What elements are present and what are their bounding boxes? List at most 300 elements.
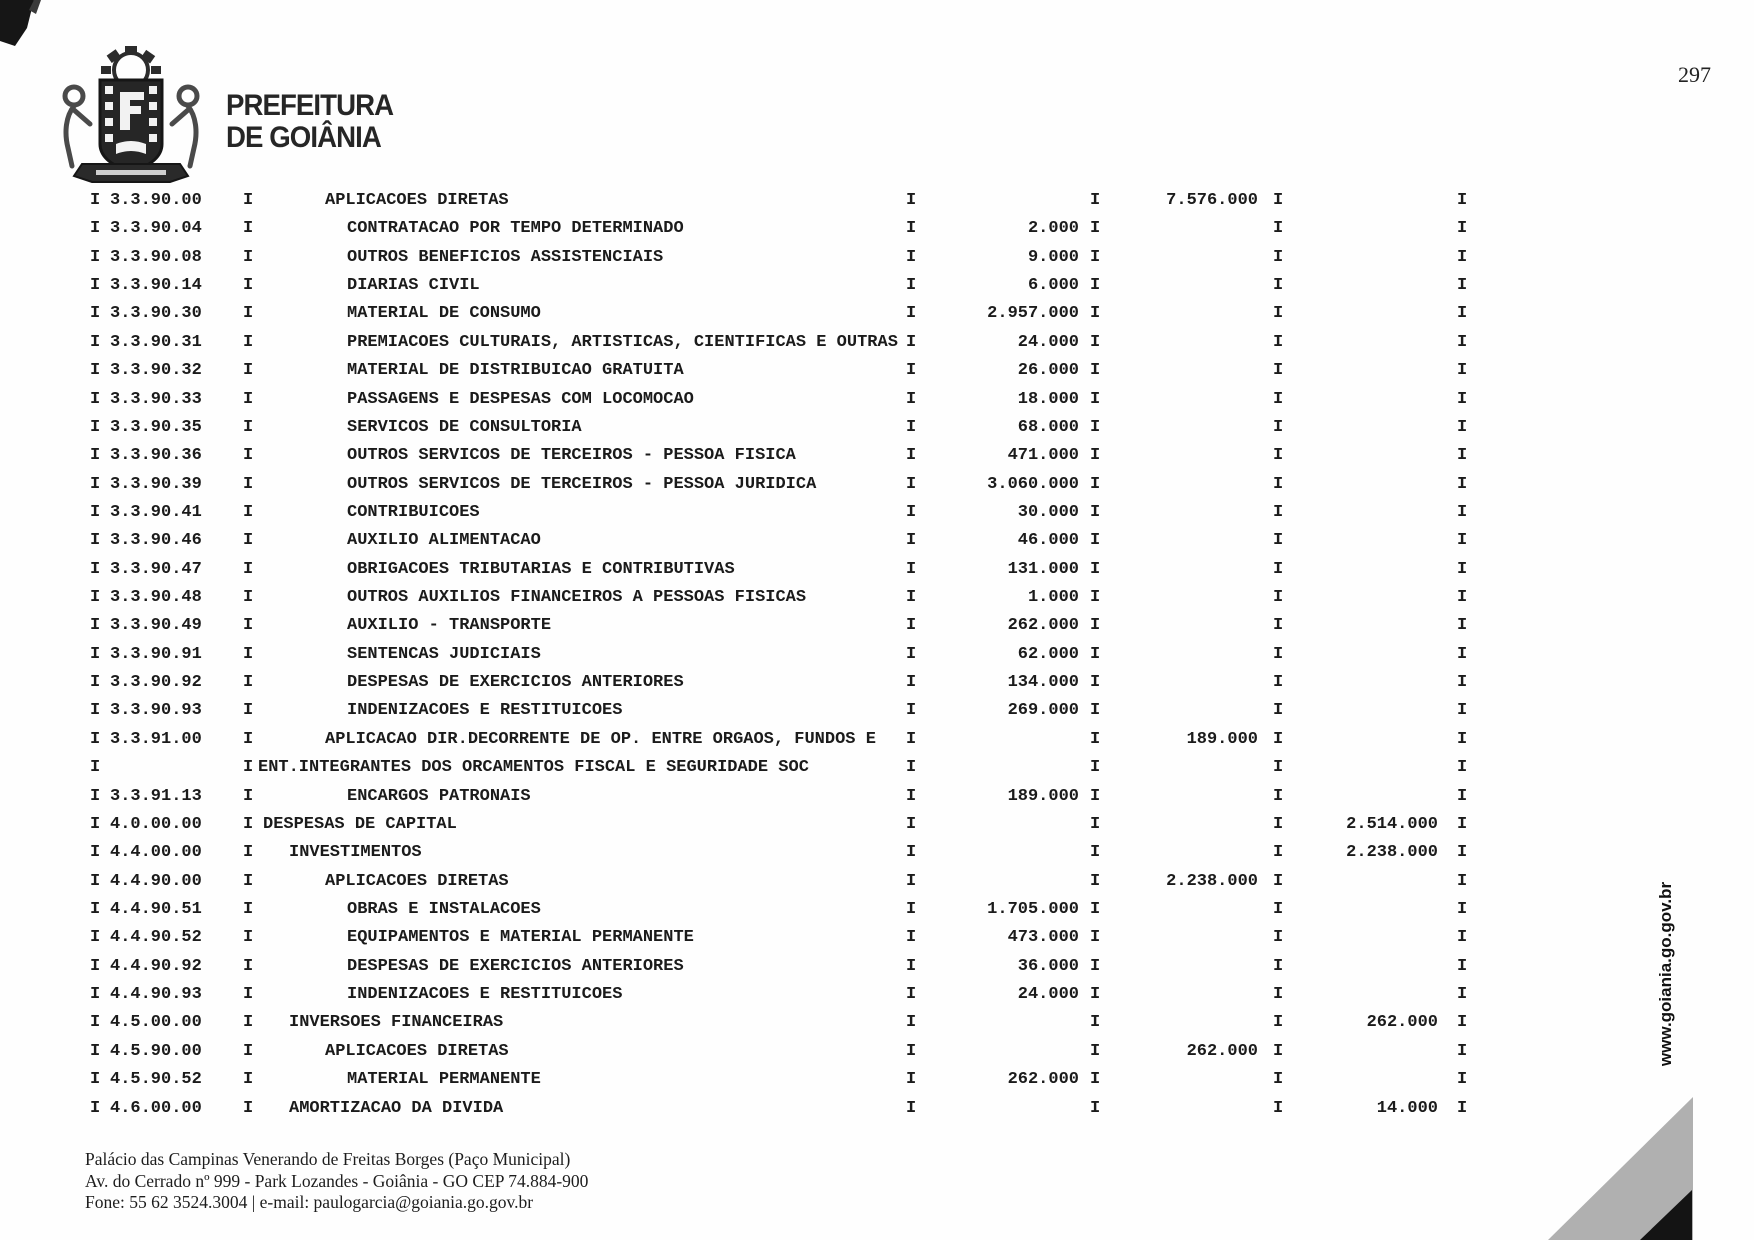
row-delimiter: I xyxy=(1090,871,1101,891)
row-code: 3.3.90.35 xyxy=(110,417,202,437)
row-delimiter: I xyxy=(90,559,101,579)
row-delimiter: I xyxy=(1090,276,1101,296)
row-code: 4.5.00.00 xyxy=(110,1013,202,1033)
row-code: 4.0.00.00 xyxy=(110,814,202,834)
row-delimiter: I xyxy=(1273,417,1284,437)
row-delimiter: I xyxy=(243,673,254,693)
table-row xyxy=(90,612,1467,640)
row-delimiter: I xyxy=(1273,729,1284,749)
row-delimiter: I xyxy=(90,502,101,522)
row-delimiter: I xyxy=(243,531,254,551)
row-delimiter: I xyxy=(90,1041,101,1061)
row-delimiter: I xyxy=(1457,247,1468,267)
row-delimiter: I xyxy=(243,616,254,636)
row-value-detail: 24.000 xyxy=(1017,332,1079,352)
table-row xyxy=(90,471,1467,499)
row-delimiter: I xyxy=(243,899,254,919)
row-label: OUTROS SERVICOS DE TERCEIROS - PESSOA JURIDICA xyxy=(347,474,817,494)
row-delimiter: I xyxy=(1090,446,1101,466)
row-code: 3.3.90.32 xyxy=(110,361,202,381)
row-delimiter: I xyxy=(1273,389,1284,409)
table-row xyxy=(90,924,1467,952)
row-delimiter: I xyxy=(90,219,101,239)
row-delimiter: I xyxy=(1457,276,1468,296)
row-delimiter: I xyxy=(90,588,101,608)
row-delimiter: I xyxy=(90,531,101,551)
row-delimiter: I xyxy=(243,502,254,522)
row-delimiter: I xyxy=(906,871,917,891)
row-delimiter: I xyxy=(243,1098,254,1118)
row-code: 4.4.90.52 xyxy=(110,928,202,948)
row-delimiter: I xyxy=(906,531,917,551)
table-row xyxy=(90,868,1467,896)
row-label: DIARIAS CIVIL xyxy=(347,276,480,296)
row-delimiter: I xyxy=(243,729,254,749)
row-delimiter: I xyxy=(1273,899,1284,919)
row-delimiter: I xyxy=(906,502,917,522)
row-delimiter: I xyxy=(1090,1098,1101,1118)
row-delimiter: I xyxy=(1090,729,1101,749)
row-delimiter: I xyxy=(906,1041,917,1061)
row-delimiter: I xyxy=(90,928,101,948)
row-delimiter: I xyxy=(90,729,101,749)
row-label: DESPESAS DE EXERCICIOS ANTERIORES xyxy=(347,956,684,976)
table-row xyxy=(90,1095,1467,1123)
row-label: MATERIAL PERMANENTE xyxy=(347,1070,541,1090)
org-name-line1: PREFEITURA xyxy=(226,89,394,122)
row-delimiter: I xyxy=(1457,474,1468,494)
row-code: 3.3.90.91 xyxy=(110,644,202,664)
row-delimiter: I xyxy=(243,1013,254,1033)
table-row xyxy=(90,669,1467,697)
row-delimiter: I xyxy=(243,588,254,608)
table-row xyxy=(90,300,1467,328)
row-delimiter: I xyxy=(1273,928,1284,948)
row-delimiter: I xyxy=(1273,871,1284,891)
row-label: ENCARGOS PATRONAIS xyxy=(347,786,531,806)
row-value-detail: 2.957.000 xyxy=(987,304,1079,324)
row-label: APLICACOES DIRETAS xyxy=(325,191,509,210)
footer-line-contact: Fone: 55 62 3524.3004 | e-mail: paulogarcia@goiania.go.gov.br xyxy=(85,1192,534,1212)
row-value-detail: 134.000 xyxy=(1007,673,1079,693)
row-delimiter: I xyxy=(1457,417,1468,437)
row-delimiter: I xyxy=(1273,219,1284,239)
row-delimiter: I xyxy=(1090,588,1101,608)
row-delimiter: I xyxy=(1090,1041,1101,1061)
row-delimiter: I xyxy=(1457,446,1468,466)
row-code: 3.3.91.13 xyxy=(110,786,202,806)
row-delimiter: I xyxy=(1457,1070,1468,1090)
row-delimiter: I xyxy=(1273,361,1284,381)
row-code: 4.4.90.92 xyxy=(110,956,202,976)
row-value-group: 14.000 xyxy=(1376,1098,1438,1118)
row-label: MATERIAL DE CONSUMO xyxy=(347,304,541,324)
row-value-detail: 269.000 xyxy=(1007,701,1079,721)
org-name-line2: DE GOIÂNIA xyxy=(226,121,381,154)
row-code: 4.4.90.93 xyxy=(110,985,202,1005)
row-delimiter: I xyxy=(906,276,917,296)
row-delimiter: I xyxy=(1090,616,1101,636)
row-value-modality: 7.576.000 xyxy=(1166,191,1258,210)
row-code: 3.3.90.48 xyxy=(110,588,202,608)
row-label: OBRIGACOES TRIBUTARIAS E CONTRIBUTIVAS xyxy=(347,559,735,579)
table-row xyxy=(90,1066,1467,1094)
row-delimiter: I xyxy=(1457,389,1468,409)
row-delimiter: I xyxy=(1457,588,1468,608)
row-delimiter: I xyxy=(906,588,917,608)
row-delimiter: I xyxy=(90,786,101,806)
row-label: INVESTIMENTOS xyxy=(289,843,422,863)
row-delimiter: I xyxy=(1273,1041,1284,1061)
row-delimiter: I xyxy=(90,417,101,437)
row-delimiter: I xyxy=(90,616,101,636)
row-delimiter: I xyxy=(906,616,917,636)
row-label: DESPESAS DE CAPITAL xyxy=(263,814,457,834)
row-value-detail: 46.000 xyxy=(1017,531,1079,551)
row-value-detail: 262.000 xyxy=(1007,1070,1079,1090)
row-delimiter: I xyxy=(1273,247,1284,267)
row-delimiter: I xyxy=(1457,191,1468,210)
row-delimiter: I xyxy=(1273,985,1284,1005)
row-delimiter: I xyxy=(906,673,917,693)
row-delimiter: I xyxy=(1090,701,1101,721)
table-row xyxy=(90,499,1467,527)
row-code: 3.3.90.47 xyxy=(110,559,202,579)
row-delimiter: I xyxy=(906,332,917,352)
row-code: 3.3.91.00 xyxy=(110,729,202,749)
row-delimiter: I xyxy=(1090,191,1101,210)
row-value-detail: 6.000 xyxy=(1027,276,1079,296)
row-delimiter: I xyxy=(906,928,917,948)
table-row xyxy=(90,896,1467,924)
row-delimiter: I xyxy=(90,673,101,693)
table-row xyxy=(90,272,1467,300)
row-code: 4.5.90.52 xyxy=(110,1070,202,1090)
row-label: SENTENCAS JUDICIAIS xyxy=(347,644,541,664)
row-label: PREMIACOES CULTURAIS, ARTISTICAS, CIENTIFICAS E OUTRAS xyxy=(347,332,898,352)
row-delimiter: I xyxy=(1457,1098,1468,1118)
row-value-detail: 36.000 xyxy=(1017,956,1079,976)
table-row xyxy=(90,215,1467,243)
table-row xyxy=(90,1038,1467,1066)
row-delimiter: I xyxy=(1273,474,1284,494)
row-delimiter: I xyxy=(243,814,254,834)
row-value-group: 2.238.000 xyxy=(1346,843,1438,863)
row-delimiter: I xyxy=(243,843,254,863)
row-delimiter: I xyxy=(906,191,917,210)
table-row xyxy=(90,329,1467,357)
row-value-detail: 62.000 xyxy=(1017,644,1079,664)
row-delimiter: I xyxy=(90,1070,101,1090)
table-row xyxy=(90,726,1467,754)
row-label: OUTROS BENEFICIOS ASSISTENCIAIS xyxy=(347,247,664,267)
row-delimiter: I xyxy=(1273,1098,1284,1118)
row-delimiter: I xyxy=(243,389,254,409)
row-code: 3.3.90.14 xyxy=(110,276,202,296)
row-delimiter: I xyxy=(1090,332,1101,352)
row-value-modality: 262.000 xyxy=(1186,1041,1258,1061)
row-delimiter: I xyxy=(90,985,101,1005)
row-delimiter: I xyxy=(1457,786,1468,806)
row-delimiter: I xyxy=(90,701,101,721)
row-delimiter: I xyxy=(1090,247,1101,267)
row-delimiter: I xyxy=(906,559,917,579)
table-row xyxy=(90,1009,1467,1037)
row-value-detail: 2.000 xyxy=(1027,219,1079,239)
row-code: 3.3.90.00 xyxy=(110,191,202,210)
row-delimiter: I xyxy=(243,247,254,267)
footer-address xyxy=(85,1149,588,1214)
row-label: CONTRIBUICOES xyxy=(347,502,480,522)
row-delimiter: I xyxy=(1457,361,1468,381)
row-delimiter: I xyxy=(1090,786,1101,806)
org-name xyxy=(226,90,393,154)
row-delimiter: I xyxy=(1273,1070,1284,1090)
row-code: 3.3.90.39 xyxy=(110,474,202,494)
table-row xyxy=(90,783,1467,811)
row-code: 3.3.90.08 xyxy=(110,247,202,267)
table-row xyxy=(90,981,1467,1009)
row-delimiter: I xyxy=(1273,304,1284,324)
row-delimiter: I xyxy=(1090,843,1101,863)
row-delimiter: I xyxy=(1273,502,1284,522)
row-code: 4.4.00.00 xyxy=(110,843,202,863)
row-delimiter: I xyxy=(90,871,101,891)
row-delimiter: I xyxy=(90,758,101,778)
page-number: 297 xyxy=(1678,62,1711,87)
row-delimiter: I xyxy=(1457,673,1468,693)
row-delimiter: I xyxy=(243,786,254,806)
row-label: AMORTIZACAO DA DIVIDA xyxy=(289,1098,504,1118)
row-code: 3.3.90.30 xyxy=(110,304,202,324)
row-value-detail: 1.705.000 xyxy=(987,899,1079,919)
table-row xyxy=(90,244,1467,272)
corner-fold-graphic xyxy=(1544,1095,1754,1240)
row-delimiter: I xyxy=(1273,588,1284,608)
row-delimiter: I xyxy=(243,304,254,324)
row-delimiter: I xyxy=(1090,985,1101,1005)
row-delimiter: I xyxy=(1457,758,1468,778)
row-value-modality: 2.238.000 xyxy=(1166,871,1258,891)
row-delimiter: I xyxy=(90,276,101,296)
row-code: 3.3.90.93 xyxy=(110,701,202,721)
row-label: APLICACAO DIR.DECORRENTE DE OP. ENTRE ORGAOS, FUNDOS E xyxy=(325,729,876,749)
row-delimiter: I xyxy=(1090,389,1101,409)
table-row xyxy=(90,556,1467,584)
row-delimiter: I xyxy=(1457,701,1468,721)
row-delimiter: I xyxy=(1273,531,1284,551)
row-label: OUTROS AUXILIOS FINANCEIROS A PESSOAS FISICAS xyxy=(347,588,807,608)
table-row xyxy=(90,527,1467,555)
row-code: 3.3.90.31 xyxy=(110,332,202,352)
row-delimiter: I xyxy=(1457,899,1468,919)
row-code: 4.4.90.00 xyxy=(110,871,202,891)
row-delimiter: I xyxy=(1090,361,1101,381)
row-delimiter: I xyxy=(90,1013,101,1033)
table-row xyxy=(90,386,1467,414)
row-delimiter: I xyxy=(243,219,254,239)
row-delimiter: I xyxy=(1273,843,1284,863)
row-code: 3.3.90.33 xyxy=(110,389,202,409)
row-label: INVERSOES FINANCEIRAS xyxy=(289,1013,504,1033)
row-value-group: 262.000 xyxy=(1366,1013,1438,1033)
row-code: 4.6.00.00 xyxy=(110,1098,202,1118)
row-delimiter: I xyxy=(243,276,254,296)
row-delimiter: I xyxy=(1457,332,1468,352)
row-delimiter: I xyxy=(90,1098,101,1118)
row-delimiter: I xyxy=(90,247,101,267)
row-delimiter: I xyxy=(1273,332,1284,352)
row-delimiter: I xyxy=(243,644,254,664)
row-delimiter: I xyxy=(1457,985,1468,1005)
row-delimiter: I xyxy=(1090,673,1101,693)
row-delimiter: I xyxy=(1273,673,1284,693)
row-delimiter: I xyxy=(906,814,917,834)
table-row xyxy=(90,584,1467,612)
row-delimiter: I xyxy=(1457,814,1468,834)
row-delimiter: I xyxy=(906,1070,917,1090)
row-label: EQUIPAMENTOS E MATERIAL PERMANENTE xyxy=(347,928,694,948)
row-value-group: 2.514.000 xyxy=(1346,814,1438,834)
table-row xyxy=(90,357,1467,385)
row-delimiter: I xyxy=(90,474,101,494)
row-code: 3.3.90.46 xyxy=(110,531,202,551)
row-delimiter: I xyxy=(243,559,254,579)
row-code: 3.3.90.36 xyxy=(110,446,202,466)
row-delimiter: I xyxy=(90,644,101,664)
row-delimiter: I xyxy=(90,446,101,466)
scan-artifact-blob xyxy=(0,0,44,52)
row-delimiter: I xyxy=(1090,219,1101,239)
row-label: PASSAGENS E DESPESAS COM LOCOMOCAO xyxy=(347,389,694,409)
row-code: 4.4.90.51 xyxy=(110,899,202,919)
row-value-detail: 131.000 xyxy=(1007,559,1079,579)
row-delimiter: I xyxy=(1273,956,1284,976)
row-value-detail: 9.000 xyxy=(1027,247,1079,267)
row-delimiter: I xyxy=(1457,644,1468,664)
row-delimiter: I xyxy=(1273,446,1284,466)
table-row xyxy=(90,839,1467,867)
row-delimiter: I xyxy=(90,843,101,863)
row-delimiter: I xyxy=(906,729,917,749)
row-delimiter: I xyxy=(1457,304,1468,324)
row-delimiter: I xyxy=(90,361,101,381)
row-value-detail: 18.000 xyxy=(1017,389,1079,409)
row-label: INDENIZACOES E RESTITUICOES xyxy=(347,985,623,1005)
coat-of-arms-icon xyxy=(52,44,210,184)
row-code: 3.3.90.41 xyxy=(110,502,202,522)
row-delimiter: I xyxy=(906,786,917,806)
row-delimiter: I xyxy=(1457,956,1468,976)
row-delimiter: I xyxy=(90,332,101,352)
row-delimiter: I xyxy=(1090,304,1101,324)
row-delimiter: I xyxy=(906,389,917,409)
row-delimiter: I xyxy=(1457,559,1468,579)
row-delimiter: I xyxy=(1457,871,1468,891)
row-delimiter: I xyxy=(906,474,917,494)
row-label: APLICACOES DIRETAS xyxy=(325,1041,509,1061)
row-label: MATERIAL DE DISTRIBUICAO GRATUITA xyxy=(347,361,684,381)
row-delimiter: I xyxy=(906,219,917,239)
row-label: SERVICOS DE CONSULTORIA xyxy=(347,417,582,437)
row-delimiter: I xyxy=(1273,701,1284,721)
row-label: INDENIZACOES E RESTITUICOES xyxy=(347,701,623,721)
row-delimiter: I xyxy=(1273,559,1284,579)
row-delimiter: I xyxy=(243,928,254,948)
row-delimiter: I xyxy=(1090,1013,1101,1033)
row-delimiter: I xyxy=(243,1041,254,1061)
row-delimiter: I xyxy=(1273,191,1284,210)
row-delimiter: I xyxy=(1457,1013,1468,1033)
row-value-detail: 473.000 xyxy=(1007,928,1079,948)
row-delimiter: I xyxy=(906,446,917,466)
row-delimiter: I xyxy=(90,191,101,210)
row-delimiter: I xyxy=(1090,531,1101,551)
logo xyxy=(52,44,412,184)
row-delimiter: I xyxy=(1273,644,1284,664)
row-value-detail: 26.000 xyxy=(1017,361,1079,381)
row-delimiter: I xyxy=(90,389,101,409)
row-value-detail: 189.000 xyxy=(1007,786,1079,806)
row-delimiter: I xyxy=(906,843,917,863)
row-delimiter: I xyxy=(906,1098,917,1118)
row-code: 3.3.90.49 xyxy=(110,616,202,636)
row-delimiter: I xyxy=(243,1070,254,1090)
row-code: 4.5.90.00 xyxy=(110,1041,202,1061)
row-delimiter: I xyxy=(243,758,254,778)
budget-table xyxy=(90,187,1467,1123)
row-value-detail: 68.000 xyxy=(1017,417,1079,437)
row-value-detail: 1.000 xyxy=(1027,588,1079,608)
row-delimiter: I xyxy=(906,644,917,664)
row-delimiter: I xyxy=(1090,644,1101,664)
website-url-vertical: www.goiania.go.gov.br xyxy=(1656,881,1675,1067)
row-value-detail: 3.060.000 xyxy=(987,474,1079,494)
row-delimiter: I xyxy=(1457,219,1468,239)
row-delimiter: I xyxy=(1457,502,1468,522)
row-delimiter: I xyxy=(90,304,101,324)
row-delimiter: I xyxy=(1457,616,1468,636)
row-delimiter: I xyxy=(1090,417,1101,437)
row-delimiter: I xyxy=(906,304,917,324)
footer-line-address: Av. do Cerrado nº 999 - Park Lozandes - Goiânia - GO CEP 74.884-900 xyxy=(85,1170,589,1191)
row-value-detail: 262.000 xyxy=(1007,616,1079,636)
row-delimiter: I xyxy=(243,701,254,721)
table-row xyxy=(90,953,1467,981)
row-delimiter: I xyxy=(243,474,254,494)
row-delimiter: I xyxy=(1090,502,1101,522)
row-delimiter: I xyxy=(1090,928,1101,948)
row-code: 3.3.90.04 xyxy=(110,219,202,239)
table-row xyxy=(90,187,1467,215)
row-delimiter: I xyxy=(906,247,917,267)
row-delimiter: I xyxy=(243,871,254,891)
footer-line-palace: Palácio das Campinas Venerando de Freitas Borges (Paço Municipal) xyxy=(85,1149,571,1169)
row-value-detail: 24.000 xyxy=(1017,985,1079,1005)
row-delimiter: I xyxy=(1090,899,1101,919)
row-delimiter: I xyxy=(243,985,254,1005)
row-delimiter: I xyxy=(243,956,254,976)
row-delimiter: I xyxy=(1090,758,1101,778)
row-delimiter: I xyxy=(1090,956,1101,976)
row-delimiter: I xyxy=(90,814,101,834)
row-label: ENT.INTEGRANTES DOS ORCAMENTOS FISCAL E SEGURIDADE SOC xyxy=(258,758,809,778)
row-delimiter: I xyxy=(1273,786,1284,806)
table-row xyxy=(90,754,1467,782)
row-delimiter: I xyxy=(906,956,917,976)
row-label: APLICACOES DIRETAS xyxy=(325,871,509,891)
row-label: CONTRATACAO POR TEMPO DETERMINADO xyxy=(347,219,684,239)
